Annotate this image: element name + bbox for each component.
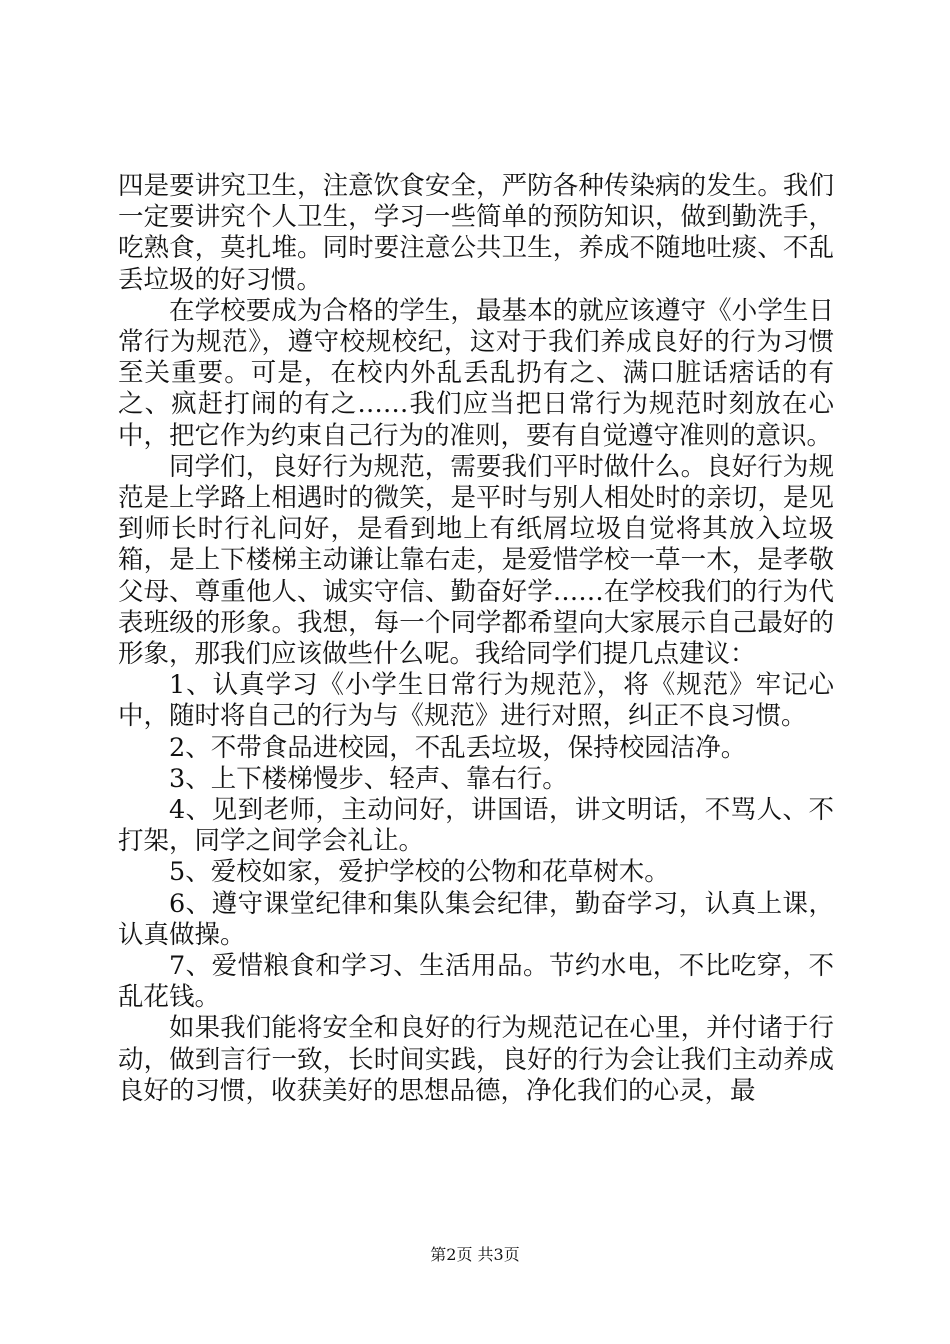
paragraph-conclusion: 如果我们能将安全和良好的行为规范记在心里，并付诸于行动，做到言行一致，长时间实践，良好的行为会让我们主动养成良好的习惯，收获美好的思想品德，净化我们的心灵，最 [118, 1013, 834, 1106]
paragraph-school-rules: 在学校要成为合格的学生，最基本的就应该遵守《小学生日常行为规范》，遵守校规校纪，这对于我们养成良好的行为习惯至关重要。可是，在校内外乱丢乱扔有之、满口脏话痞话的有之、疯赶打闹的有之……我们应当把日常行为规范时刻放在心中，把它作为约束自己行为的准则，要有自觉遵守准则的意识。 [118, 295, 834, 451]
suggestion-item-2: 2、不带食品进校园，不乱丢垃圾，保持校园洁净。 [169, 732, 747, 763]
suggestion-item-1: 1、认真学习《小学生日常行为规范》，将《规范》牢记心中，随时将自己的行为与《规范》进行对照，纠正不良习惯。 [118, 670, 834, 732]
document-body [118, 171, 834, 1107]
suggestion-item-4: 4、见到老师，主动问好，讲国语，讲文明话，不骂人、不打架，同学之间学会礼让。 [118, 795, 834, 857]
suggestion-item-7: 7、爱惜粮食和学习、生活用品。节约水电，不比吃穿，不乱花钱。 [118, 951, 834, 1013]
suggestion-item-3: 3、上下楼梯慢步、轻声、靠右行。 [169, 763, 568, 794]
suggestion-item-6: 6、遵守课堂纪律和集队集会纪律，勤奋学习，认真上课，认真做操。 [118, 888, 834, 950]
paragraph-good-behavior: 同学们，良好行为规范，需要我们平时做什么。良好行为规范是上学路上相遇时的微笑，是平时与别人相处时的亲切，是见到师长时行礼问好，是看到地上有纸屑垃圾自觉将其放入垃圾箱，是上下楼梯主动谦让靠右走，是爱惜学校一草一木，是孝敬父母、尊重他人、诚实守信、勤奋好学……在学校我们的行为代表班级的形象。我想，每一个同学都希望向大家展示自己最好的形象，那我们应该做些什么呢。我给同学们提几点建议： [118, 451, 834, 670]
suggestion-item-5: 5、爱校如家，爱护学校的公物和花草树木。 [169, 857, 670, 888]
paragraph-hygiene: 四是要讲究卫生，注意饮食安全，严防各种传染病的发生。我们一定要讲究个人卫生，学习一些简单的预防知识，做到勤洗手，吃熟食，莫扎堆。同时要注意公共卫生，养成不随地吐痰、不乱丢垃圾的好习惯。 [118, 171, 834, 295]
page-number-footer: 第2页 共3页 [430, 1245, 520, 1264]
